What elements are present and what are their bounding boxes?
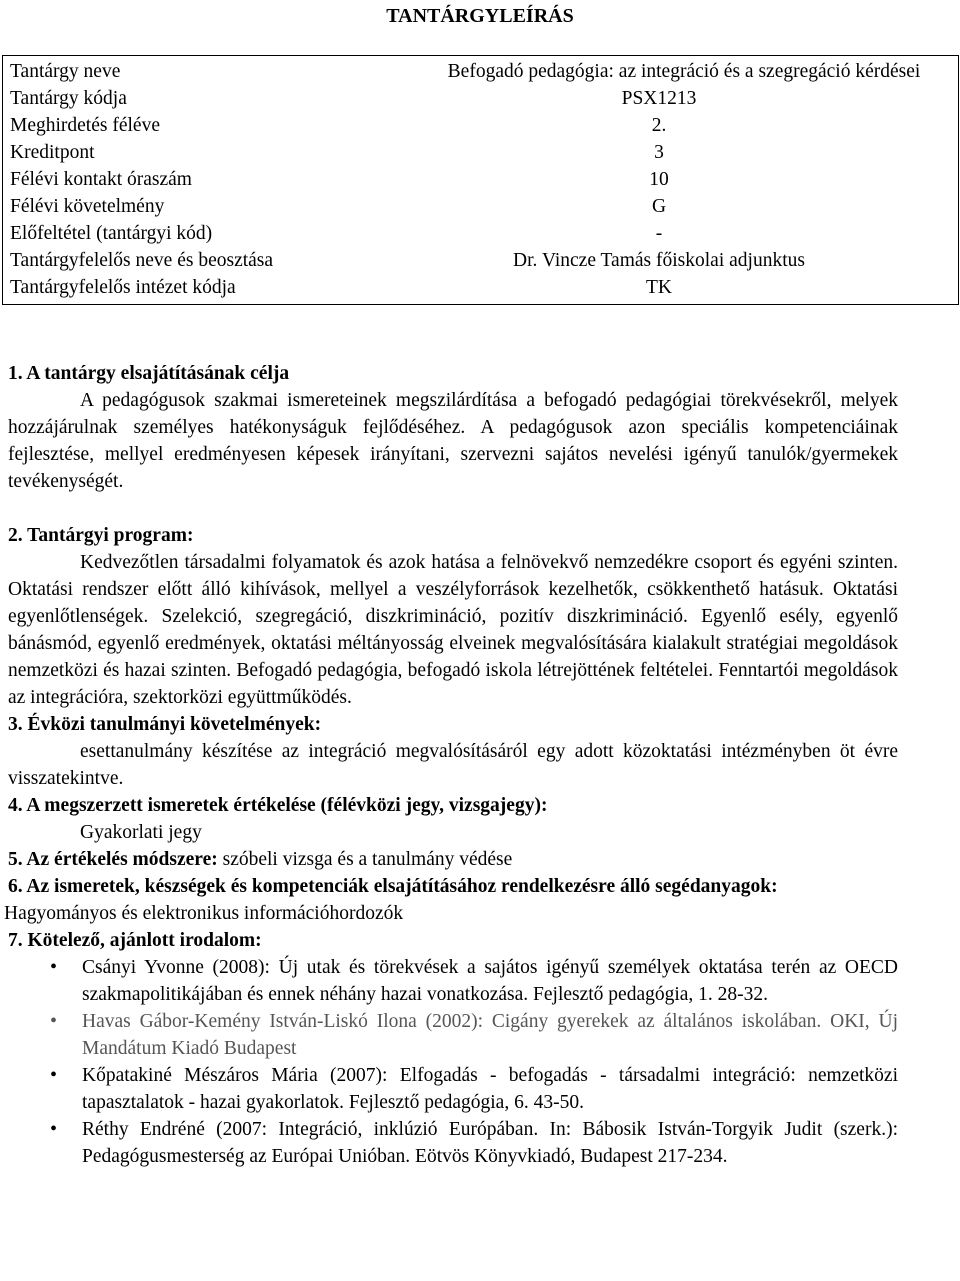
info-value: 10	[649, 169, 669, 190]
info-key: Meghirdetés féléve	[10, 115, 160, 136]
section-literature	[8, 927, 898, 1170]
document-title: TANTÁRGYLEÍRÁS	[386, 5, 574, 27]
section-materials	[4, 873, 898, 927]
literature-item: • Réthy Endréné (2007: Integráció, inklúzió Európában. In: Bábosik István-Torgyik Judit (szerk.): Pedagógusmesterség az Európai Unióban. Eötvös Könyvkiadó, Budapest 217-234.	[82, 1116, 898, 1170]
section-goal-heading: 1. A tantárgy elsajátításának célja	[8, 363, 290, 384]
info-value: 3	[654, 142, 664, 163]
info-value: Dr. Vincze Tamás főiskolai adjunktus	[513, 250, 805, 271]
section-program	[8, 522, 898, 711]
info-key: Előfeltétel (tantárgyi kód)	[10, 223, 213, 244]
section-materials-text: Hagyományos és elektronikus információhordozók	[4, 903, 404, 924]
info-value: -	[655, 223, 663, 244]
section-requirements-heading: 3. Évközi tanulmányi követelmények:	[8, 714, 322, 735]
info-value: PSX1213	[621, 88, 697, 109]
info-value: Befogadó pedagógia: az integráció és a szegregáció kérdései	[447, 61, 921, 82]
section-evaluation	[8, 792, 898, 846]
info-row	[3, 247, 959, 274]
section-method	[8, 846, 898, 873]
info-key: Tantárgy kódja	[10, 88, 127, 109]
literature-list	[8, 954, 898, 1170]
section-requirements-text: esettanulmány készítése az integráció megvalósításáról egy adott közoktatási intézményben öt évre visszatekintve.	[8, 741, 898, 789]
info-row	[3, 139, 959, 166]
section-program-text: Kedvezőtlen társadalmi folyamatok és azok hatása a felnövekvő nemzedékre csoport és egyéni szinten. Oktatási rendszer előtt álló kihívások, mellyel a veszélyforrások kezelhetők, csökkenthető hatásuk. Oktatási egyenlőtlenségek. Szelekció, szegregáció, diszkrimináció, pozitív diszkrimináció. Egyenlő esély, egyenlő bánásmód, egyenlő eredmények, oktatási méltányosság elveinek megvalósítására kialakult stratégiai megoldások nemzetközi és hazai szinten. Befogadó pedagógia, befogadó iskola létrejöttének feltételei. Fenntartói megoldások az integrációra, szektorközi együttműködés.	[8, 552, 898, 708]
course-info-body	[3, 56, 959, 305]
info-value: G	[651, 196, 667, 217]
info-key: Tantárgyfelelős intézet kódja	[10, 277, 236, 298]
info-row	[3, 112, 959, 139]
info-row	[3, 166, 959, 193]
info-row	[3, 274, 959, 305]
section-method-text: szóbeli vizsga és a tanulmány védése	[217, 849, 513, 870]
info-key: Tantárgy neve	[10, 61, 121, 82]
section-requirements	[8, 711, 898, 792]
literature-item: • Kőpatakiné Mészáros Mária (2007): Elfogadás - befogadás - társadalmi integráció: nemzetközi tapasztalatok - hazai gyakorlatok. Fejlesztő pedagógia, 6. 43-50.	[82, 1062, 898, 1116]
section-program-heading: 2. Tantárgyi program:	[8, 525, 194, 546]
section-evaluation-heading: 4. A megszerzett ismeretek értékelése (félévközi jegy, vizsgajegy):	[8, 795, 548, 816]
info-row	[3, 220, 959, 247]
info-row	[3, 85, 959, 112]
info-value: 2.	[651, 115, 667, 136]
info-key: Kreditpont	[10, 142, 95, 163]
info-key: Félévi követelmény	[10, 196, 165, 217]
section-evaluation-text: Gyakorlati jegy	[80, 822, 202, 843]
info-row	[3, 56, 959, 86]
info-row	[3, 193, 959, 220]
course-content	[4, 360, 898, 1170]
info-value: TK	[646, 277, 672, 298]
literature-item: • Havas Gábor-Kemény István-Liskó Ilona (2002): Cigány gyerekek az általános iskolában. OKI, Új Mandátum Kiadó Budapest	[82, 1008, 898, 1062]
section-goal	[8, 360, 898, 495]
course-info-table	[2, 55, 959, 305]
info-key: Félévi kontakt óraszám	[10, 169, 192, 190]
info-key: Tantárgyfelelős neve és beosztása	[10, 250, 274, 271]
section-literature-heading: 7. Kötelező, ajánlott irodalom:	[8, 930, 262, 951]
section-materials-heading: 6. Az ismeretek, készségek és kompetenciák elsajátításához rendelkezésre álló segédanyagok:	[8, 876, 778, 897]
literature-item: • Csányi Yvonne (2008): Új utak és törekvések a sajátos igényű személyek oktatása terén az OECD szakmapolitikájában és ennek néhány hazai vonatkozása. Fejlesztő pedagógia, 1. 28-32.	[82, 954, 898, 1008]
section-method-heading: 5. Az értékelés módszere:	[8, 849, 218, 870]
section-goal-text: A pedagógusok szakmai ismereteinek megszilárdítása a befogadó pedagógiai törekvésekről, melyek hozzájárulnak személyes hatékonyságuk fejlődéséhez. A pedagógusok azon speciális kompetenciáinak fejlesztése, mellyel eredményesen képesek irányítani, szervezni sajátos nevelési igényű tanulók/gyermekek tevékenységét.	[8, 390, 898, 492]
